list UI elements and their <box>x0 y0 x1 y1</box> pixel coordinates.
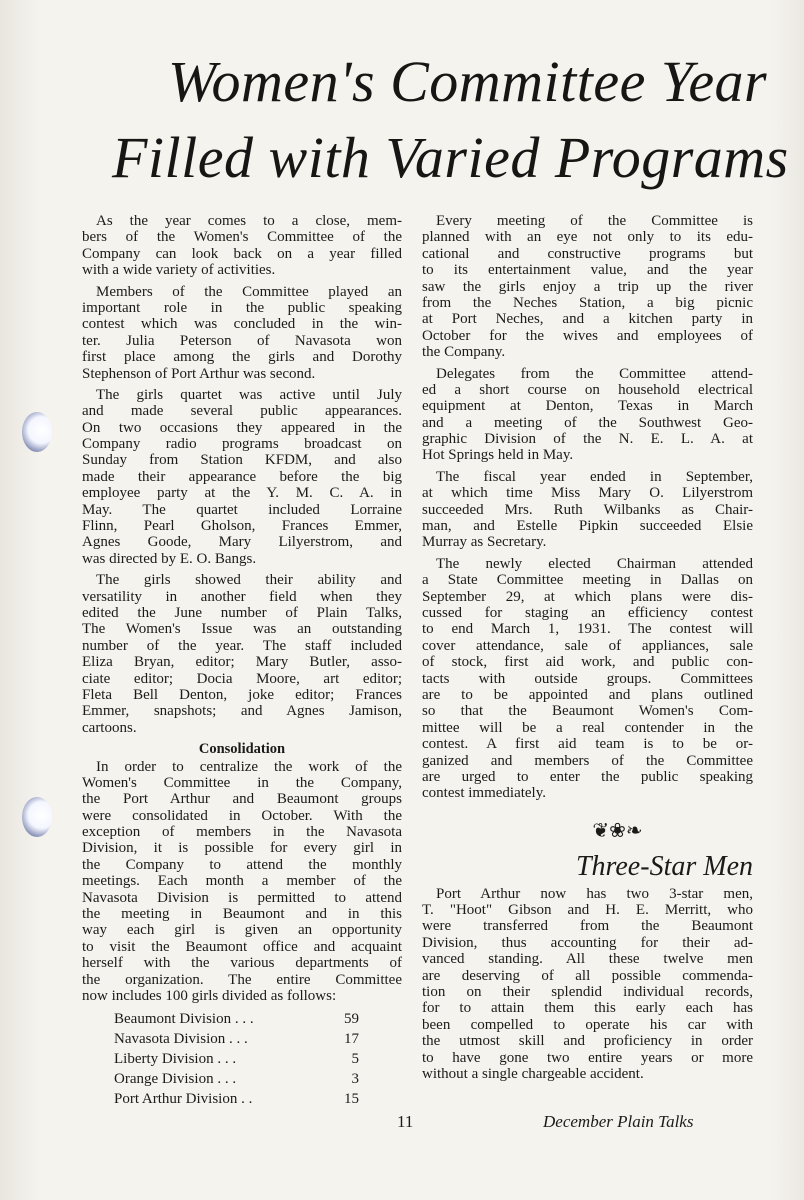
division-name: Orange Division . . . <box>114 1071 237 1088</box>
binder-hole <box>22 797 52 837</box>
paragraph <box>422 469 753 551</box>
title-line-2: Filled with Varied Programs <box>112 125 789 190</box>
text-line: The girls quartet was active until July <box>96 386 402 403</box>
section-heading: Consolidation <box>198 741 286 758</box>
text-line: contest which was concluded in the win- <box>82 316 402 333</box>
text-line: The fiscal year ended in September, <box>436 468 753 485</box>
text-line: Company radio programs broadcast on <box>82 436 402 453</box>
text-line: Division, it is possible for every girl in <box>82 840 402 857</box>
text-line: and made several public appearances. <box>82 403 402 420</box>
text-line: way each girl is given an opportunity <box>82 922 402 939</box>
text-line: Navasota Division is permitted to attend <box>82 889 402 906</box>
division-name: Beaumont Division . . . <box>114 1011 254 1028</box>
text-line: succeeded Mrs. Ruth Wilbanks as Chair- <box>422 501 753 518</box>
paragraph <box>422 213 753 361</box>
text-line: the Port Arthur and Beaumont groups <box>82 791 402 808</box>
text-line: On two occasions they appeared in the <box>82 419 402 436</box>
text-line: was directed by E. O. Bangs. <box>82 550 257 567</box>
text-line: Port Arthur now has two 3-star men, <box>436 885 753 902</box>
text-line: edited the June number of Plain Talks, <box>82 604 402 621</box>
text-line: and a meeting of the Southwest Geo- <box>422 414 753 431</box>
text-line: graphic Division of the N. E. L. A. at <box>422 431 753 448</box>
text-line: so that the Beaumont Women's Com- <box>422 703 753 720</box>
paragraph <box>82 284 402 382</box>
division-count: 3 <box>351 1071 359 1088</box>
text-line: are deserving of all possible commenda- <box>422 967 753 984</box>
text-line: Agnes Goode, Mary Lilyerstrom, and <box>82 534 402 551</box>
text-line: herself with the various departments of <box>82 955 402 972</box>
text-line: Women's Committee in the Company, <box>82 774 402 791</box>
text-line: Company can look back on a year filled <box>82 245 402 262</box>
text-line: the organization. The entire Committee <box>82 971 402 988</box>
division-row <box>82 1089 359 1109</box>
text-line: saw the girls enjoy a trip up the river <box>422 278 753 295</box>
text-line: Murray as Secretary. <box>422 534 547 551</box>
text-line: Emmer, snapshots; and Agnes Jamison, <box>82 703 402 720</box>
text-line: contest immediately. <box>422 785 546 802</box>
division-count: 59 <box>344 1011 359 1028</box>
text-line: The newly elected Chairman attended <box>436 555 753 572</box>
binder-hole <box>22 412 52 452</box>
text-line: to end March 1, 1931. The contest will <box>422 621 753 638</box>
text-line: bers of the Women's Committee of the <box>82 229 402 246</box>
text-line: The girls showed their ability and <box>96 572 402 589</box>
text-line: cational and constructive programs but <box>422 245 753 262</box>
right-column <box>422 213 753 1087</box>
division-row <box>82 1009 359 1029</box>
text-line: the utmost skill and proficiency in order <box>422 1033 753 1050</box>
text-line: are to be appointed and plans outlined <box>422 686 753 703</box>
publication-name: December Plain Talks <box>543 1112 694 1131</box>
text-line: now includes 100 girls divided as follows: <box>82 987 337 1004</box>
text-line: employee party at the Y. M. C. A. in <box>82 485 402 502</box>
text-line: tacts with outside groups. Committees <box>422 670 753 687</box>
text-line: versatility in another field when they <box>82 588 402 605</box>
text-line: a State Committee meeting in Dallas on <box>422 572 753 589</box>
text-line: important role in the public speaking <box>82 299 402 316</box>
text-line: of stock, first aid work, and public con- <box>422 654 753 671</box>
text-line: at which time Miss Mary O. Lilyerstrom <box>422 485 753 502</box>
division-count: 5 <box>351 1051 359 1068</box>
paragraph <box>422 556 753 802</box>
section-title: Three-Star Men <box>575 850 753 882</box>
text-line: are urged to enter the public speaking <box>422 768 753 785</box>
text-line: the meeting in Beaumont and in this <box>82 906 402 923</box>
text-line: In order to centralize the work of the <box>96 758 402 775</box>
text-line: mittee will be a real contender in the <box>422 719 753 736</box>
ornament-icon: ❦❀❧ <box>592 819 643 842</box>
text-line: May. The quartet included Lorraine <box>82 501 402 518</box>
text-line: As the year comes to a close, mem- <box>96 213 402 229</box>
text-line: Sunday from Station KFDM, and also <box>82 452 402 469</box>
text-line: with a wide variety of activities. <box>82 262 276 279</box>
text-line: cartoons. <box>82 719 137 736</box>
paragraph <box>422 886 753 1083</box>
text-line: vanced standing. All these twelve men <box>422 951 753 968</box>
text-line: cussed for staging an efficiency contest <box>422 604 753 621</box>
text-line: ed a short course on household electrical <box>422 381 753 398</box>
text-line: T. "Hoot" Gibson and H. E. Merritt, who <box>422 902 753 919</box>
text-line: The Women's Issue was an outstanding <box>82 621 402 638</box>
text-line: ciate editor; Docia Moore, art editor; <box>82 670 402 687</box>
text-line: number of the year. The staff included <box>82 637 402 654</box>
text-line: to visit the Beaumont office and acquaint <box>82 938 402 955</box>
division-row <box>82 1069 359 1089</box>
text-line: the Company. <box>422 344 506 361</box>
text-line: exception of members in the Navasota <box>82 824 402 841</box>
text-line: ganized and members of the Committee <box>422 752 753 769</box>
text-line: contest. A first aid team is to be or- <box>422 736 753 753</box>
text-line: Eliza Bryan, editor; Mary Butler, asso- <box>82 654 402 671</box>
text-line: at Port Neches, and a kitchen party in <box>422 311 753 328</box>
text-line: man, and Estelle Pipkin succeeded Elsie <box>422 518 753 535</box>
paragraph <box>422 366 753 464</box>
text-line: to its entertainment value, and the year <box>422 262 753 279</box>
title-line-1: Women's Committee Year <box>168 49 768 114</box>
division-name: Port Arthur Division . . <box>114 1091 253 1108</box>
text-line: cover attendance, sale of appliances, sale <box>422 637 753 654</box>
left-column <box>82 213 402 1109</box>
text-line: without a single chargeable accident. <box>422 1065 644 1082</box>
text-line: Stephenson of Port Arthur was second. <box>82 365 316 382</box>
text-line: Every meeting of the Committee is <box>436 213 753 229</box>
text-line: ter. Julia Peterson of Navasota won <box>82 332 402 349</box>
text-line: equipment at Denton, Texas in March <box>422 398 753 415</box>
paragraph <box>82 213 402 279</box>
division-row <box>82 1049 359 1069</box>
division-name: Liberty Division . . . <box>114 1051 237 1068</box>
text-line: made their appearance before the big <box>82 468 402 485</box>
text-line: Division, thus accounting for their ad- <box>422 934 753 951</box>
text-line: September 29, at which plans were dis- <box>422 588 753 605</box>
text-line: Delegates from the Committee attend- <box>436 365 753 382</box>
text-line: were transferred from the Beaumont <box>422 918 753 935</box>
text-line: from the Neches Station, a big picnic <box>422 294 753 311</box>
page-number: 11 <box>397 1112 414 1131</box>
text-line: the Company to attend the monthly <box>82 856 402 873</box>
paragraph <box>82 759 402 1005</box>
paragraph <box>82 572 402 736</box>
text-line: tion on their splendid individual records, <box>422 984 753 1001</box>
text-line: Fleta Bell Denton, joke editor; Frances <box>82 686 402 703</box>
division-row <box>82 1029 359 1049</box>
division-name: Navasota Division . . . <box>114 1031 248 1048</box>
division-count: 15 <box>344 1091 359 1108</box>
text-line: first place among the girls and Dorothy <box>82 349 402 366</box>
text-line: for to attain them this early each has <box>422 1000 753 1017</box>
paragraph <box>82 387 402 567</box>
text-line: been compelled to operate his car with <box>422 1016 753 1033</box>
text-line: Hot Springs held in May. <box>422 447 574 464</box>
text-line: to have gone two entire years or more <box>422 1049 753 1066</box>
text-line: were consolidated in October. With the <box>82 807 402 824</box>
text-line: meetings. Each month a member of the <box>82 873 402 890</box>
text-line: October for the wives and employees of <box>422 327 753 344</box>
division-count: 17 <box>344 1031 359 1048</box>
text-line: Members of the Committee played an <box>96 283 402 300</box>
text-line: Flinn, Pearl Gholson, Frances Emmer, <box>82 518 402 535</box>
text-line: planned with an eye not only to its edu- <box>422 229 753 246</box>
